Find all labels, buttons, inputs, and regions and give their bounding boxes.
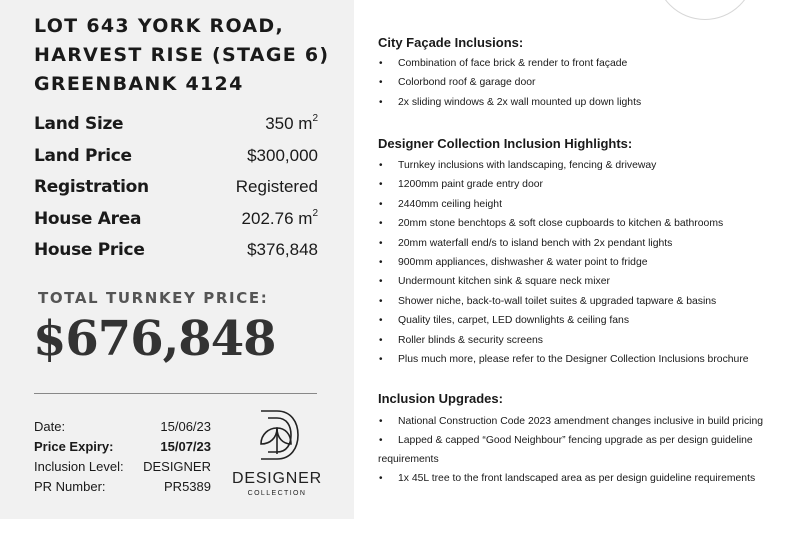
list-inclusion-upgrades <box>378 412 783 489</box>
list-item-continuation: requirements <box>378 454 439 466</box>
meta-label: Price Expiry: <box>34 439 114 454</box>
total-price: $676,848 <box>33 311 276 367</box>
list-item: • Plus much more, please refer to the Designer Collection Inclusions brochure <box>378 350 783 369</box>
list-item: • Roller blinds & security screens <box>378 331 783 350</box>
list-item: • Colorbond roof & garage door <box>378 73 783 92</box>
spec-label: Registration <box>34 177 149 197</box>
meta-row-pr-number <box>34 477 211 497</box>
superscript: 2 <box>312 113 318 125</box>
superscript: 2 <box>312 207 318 219</box>
meta-value: PR5389 <box>164 479 211 494</box>
section-title-designer-highlights: Designer Collection Inclusion Highlights: <box>378 136 633 151</box>
title-line: HARVEST RISE (STAGE 6) <box>34 44 330 66</box>
spec-value: Registered <box>235 177 318 196</box>
divider <box>34 393 317 394</box>
section-title-inclusion-upgrades: Inclusion Upgrades: <box>378 391 503 406</box>
list-item: • Lapped & capped “Good Neighbour” fencing upgrade as per design guideline requirements <box>378 431 783 469</box>
list-item: • Quality tiles, carpet, LED downlights & ceiling fans <box>378 311 783 330</box>
list-item: • 20mm stone benchtops & soft close cupboards to kitchen & bathrooms <box>378 214 783 233</box>
list-designer-highlights <box>378 156 783 369</box>
meta-row-price-expiry <box>34 437 211 457</box>
spec-row-registration <box>34 177 318 209</box>
meta-info <box>34 417 211 497</box>
spec-table <box>34 114 318 272</box>
spec-value: $376,848 <box>247 240 318 259</box>
meta-label: PR Number: <box>34 479 106 494</box>
spec-row-house-area <box>34 209 318 241</box>
title-line: GREENBANK 4124 <box>34 73 244 95</box>
section-title-city-facade: City Façade Inclusions: <box>378 35 524 50</box>
list-item: • Shower niche, back-to-wall toilet suites & upgraded tapware & basins <box>378 292 783 311</box>
spec-label: Land Price <box>34 145 132 166</box>
decorative-arc <box>655 0 755 20</box>
meta-value: DESIGNER <box>143 459 211 474</box>
list-item: • 20mm waterfall end/s to island bench with 2x pendant lights <box>378 234 783 253</box>
spec-label: House Area <box>34 208 142 229</box>
property-title <box>34 12 329 99</box>
list-item: • 1x 45L tree to the front landscaped area as per design guideline requirements <box>378 469 783 488</box>
meta-value: 15/06/23 <box>160 419 211 434</box>
list-item: • Turnkey inclusions with landscaping, fencing & driveway <box>378 156 783 175</box>
meta-row-date <box>34 417 211 437</box>
list-item: • 900mm appliances, dishwasher & water point to fridge <box>378 253 783 272</box>
spec-label: Land Size <box>34 114 124 134</box>
logo-wordmark: DESIGNER <box>232 470 322 487</box>
total-price-label: TOTAL TURNKEY PRICE: <box>38 289 269 307</box>
spec-label: House Price <box>34 240 145 260</box>
meta-value: 15/07/23 <box>160 439 211 454</box>
list-item: • 2x sliding windows & 2x wall mounted up down lights <box>378 93 783 112</box>
list-item: • National Construction Code 2023 amendment changes inclusive in build pricing <box>378 412 783 431</box>
spec-row-land-price <box>34 146 318 178</box>
logo-subtitle: COLLECTION <box>247 490 307 497</box>
left-panel <box>0 0 354 519</box>
list-item: • Combination of face brick & render to front façade <box>378 54 783 73</box>
spec-value: $300,000 <box>247 145 318 165</box>
meta-label: Inclusion Level: <box>34 459 124 474</box>
spec-row-house-price <box>34 240 318 272</box>
list-item: • Undermount kitchen sink & square neck mixer <box>378 272 783 291</box>
list-city-facade <box>378 54 783 112</box>
spec-value: 350 $m^2$ <box>265 113 318 133</box>
title-line: LOT 643 YORK ROAD, <box>34 15 284 37</box>
spec-value: 202.76 $m^2$ <box>241 207 318 228</box>
meta-row-inclusion-level <box>34 457 211 477</box>
meta-label: Date: <box>34 419 66 434</box>
leaf-d-icon <box>255 408 301 462</box>
list-item: • 1200mm paint grade entry door <box>378 175 783 194</box>
list-item: • 2440mm ceiling height <box>378 195 783 214</box>
designer-collection-logo <box>231 408 323 500</box>
spec-row-land-size <box>34 114 318 146</box>
